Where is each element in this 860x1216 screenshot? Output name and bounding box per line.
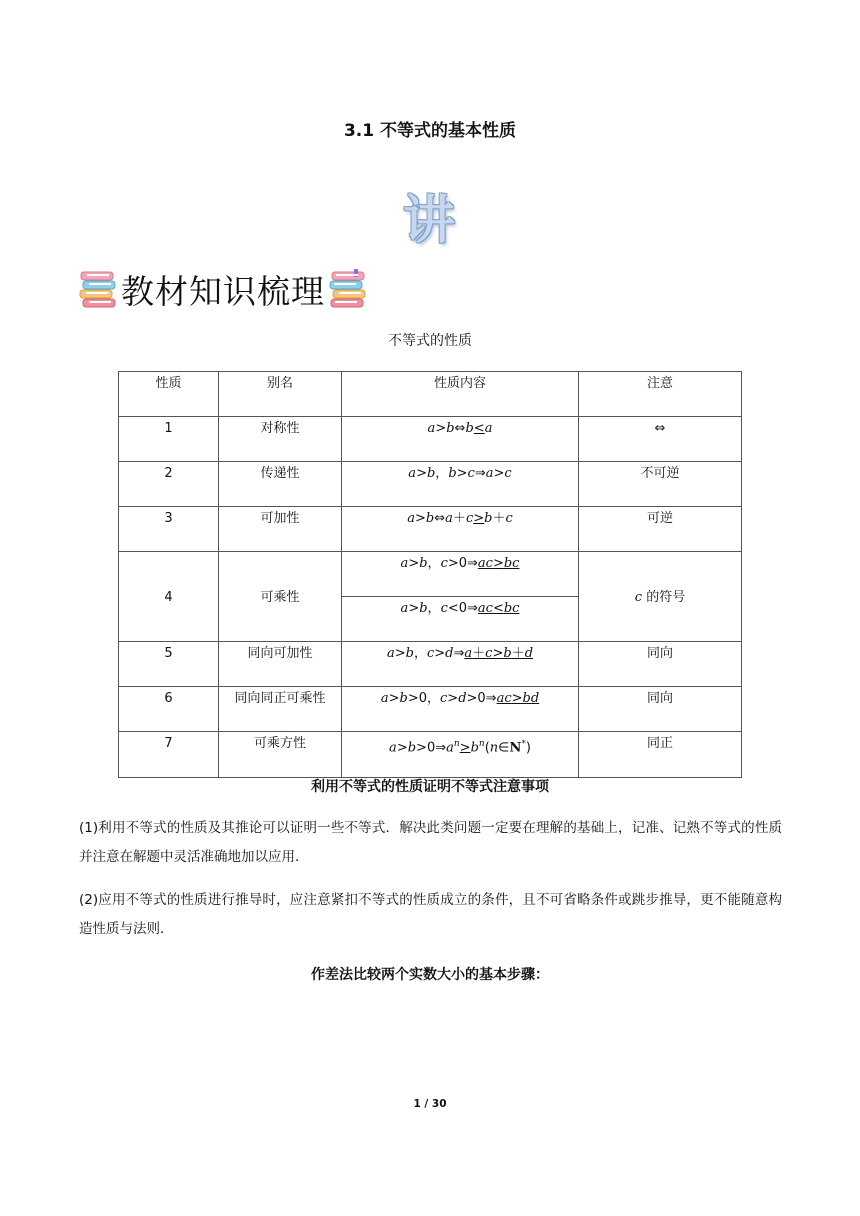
section-banner-text: 教材知识梳理 xyxy=(121,271,325,311)
proof-notes-heading: 利用不等式的性质证明不等式注意事项 xyxy=(311,779,549,795)
property-alias: 可乘性 xyxy=(219,552,342,642)
property-number: 1 xyxy=(119,417,219,462)
property-content: a>b，b>c⇒a>c xyxy=(342,462,579,507)
property-number: 2 xyxy=(119,462,219,507)
property-content: $a>b>0\Rightarrow a^n>b^n(n\in N^*)$ xyxy=(342,732,579,778)
property-content: a>b，c<0⇒ac<bc xyxy=(342,597,579,642)
books-icon xyxy=(78,268,118,310)
property-content: a>b⇔a＋c>b＋c xyxy=(342,507,579,552)
property-note: 同向 xyxy=(579,642,742,687)
section-banner xyxy=(78,266,368,312)
table-row xyxy=(119,462,742,507)
page-number: 1 / 30 xyxy=(413,1098,447,1110)
properties-table xyxy=(118,371,742,778)
property-note: 同正 xyxy=(579,732,742,778)
books-icon xyxy=(328,268,368,310)
property-alias: 对称性 xyxy=(219,417,342,462)
property-note: 可逆 xyxy=(579,507,742,552)
property-note: 同向 xyxy=(579,687,742,732)
paragraph: (2)应用不等式的性质进行推导时，应注意紧扣不等式的性质成立的条件，且不可省略条件或跳步推导，更不能随意构造性质与法则． xyxy=(79,892,782,937)
header-cell: 性质内容 xyxy=(342,372,579,417)
property-number: 7 xyxy=(119,732,219,778)
property-content: a>b，c>0⇒ac>bc xyxy=(342,552,579,597)
table-heading: 不等式的性质 xyxy=(388,333,472,349)
property-number: 5 xyxy=(119,642,219,687)
property-note: ⇔ xyxy=(579,417,742,462)
table-row xyxy=(119,507,742,552)
table-row xyxy=(119,552,742,597)
property-alias: 可乘方性 xyxy=(219,732,342,778)
lecture-title-graphic: 讲 xyxy=(402,191,457,251)
table-header-row xyxy=(119,372,742,417)
property-content: a>b，c>d⇒a＋c>b＋d xyxy=(342,642,579,687)
property-number: 6 xyxy=(119,687,219,732)
header-cell: 别名 xyxy=(219,372,342,417)
steps-heading: 作差法比较两个实数大小的基本步骤： xyxy=(311,967,549,983)
header-cell: 注意 xyxy=(579,372,742,417)
header-cell: 性质 xyxy=(119,372,219,417)
document-title: 3.1 不等式的基本性质 xyxy=(343,121,517,141)
table-row xyxy=(119,732,742,778)
property-number: 3 xyxy=(119,507,219,552)
property-note: 不可逆 xyxy=(579,462,742,507)
property-number: 4 xyxy=(119,552,219,642)
table-row xyxy=(119,687,742,732)
paragraph: (1)利用不等式的性质及其推论可以证明一些不等式．解决此类问题一定要在理解的基础上，记准、记熟不等式的性质并注意在解题中灵活准确地加以应用． xyxy=(79,820,782,865)
note-text: 的符号 xyxy=(642,589,686,605)
table-row xyxy=(119,417,742,462)
property-alias: 传递性 xyxy=(219,462,342,507)
property-content: a>b>0，c>d>0⇒ac>bd xyxy=(342,687,579,732)
property-content: a>b⇔b<a xyxy=(342,417,579,462)
property-alias: 同向同正可乘性 xyxy=(219,687,342,732)
property-alias: 可加性 xyxy=(219,507,342,552)
property-alias: 同向可加性 xyxy=(219,642,342,687)
table-row xyxy=(119,642,742,687)
note-variable: c xyxy=(634,589,643,605)
property-note xyxy=(579,552,742,642)
